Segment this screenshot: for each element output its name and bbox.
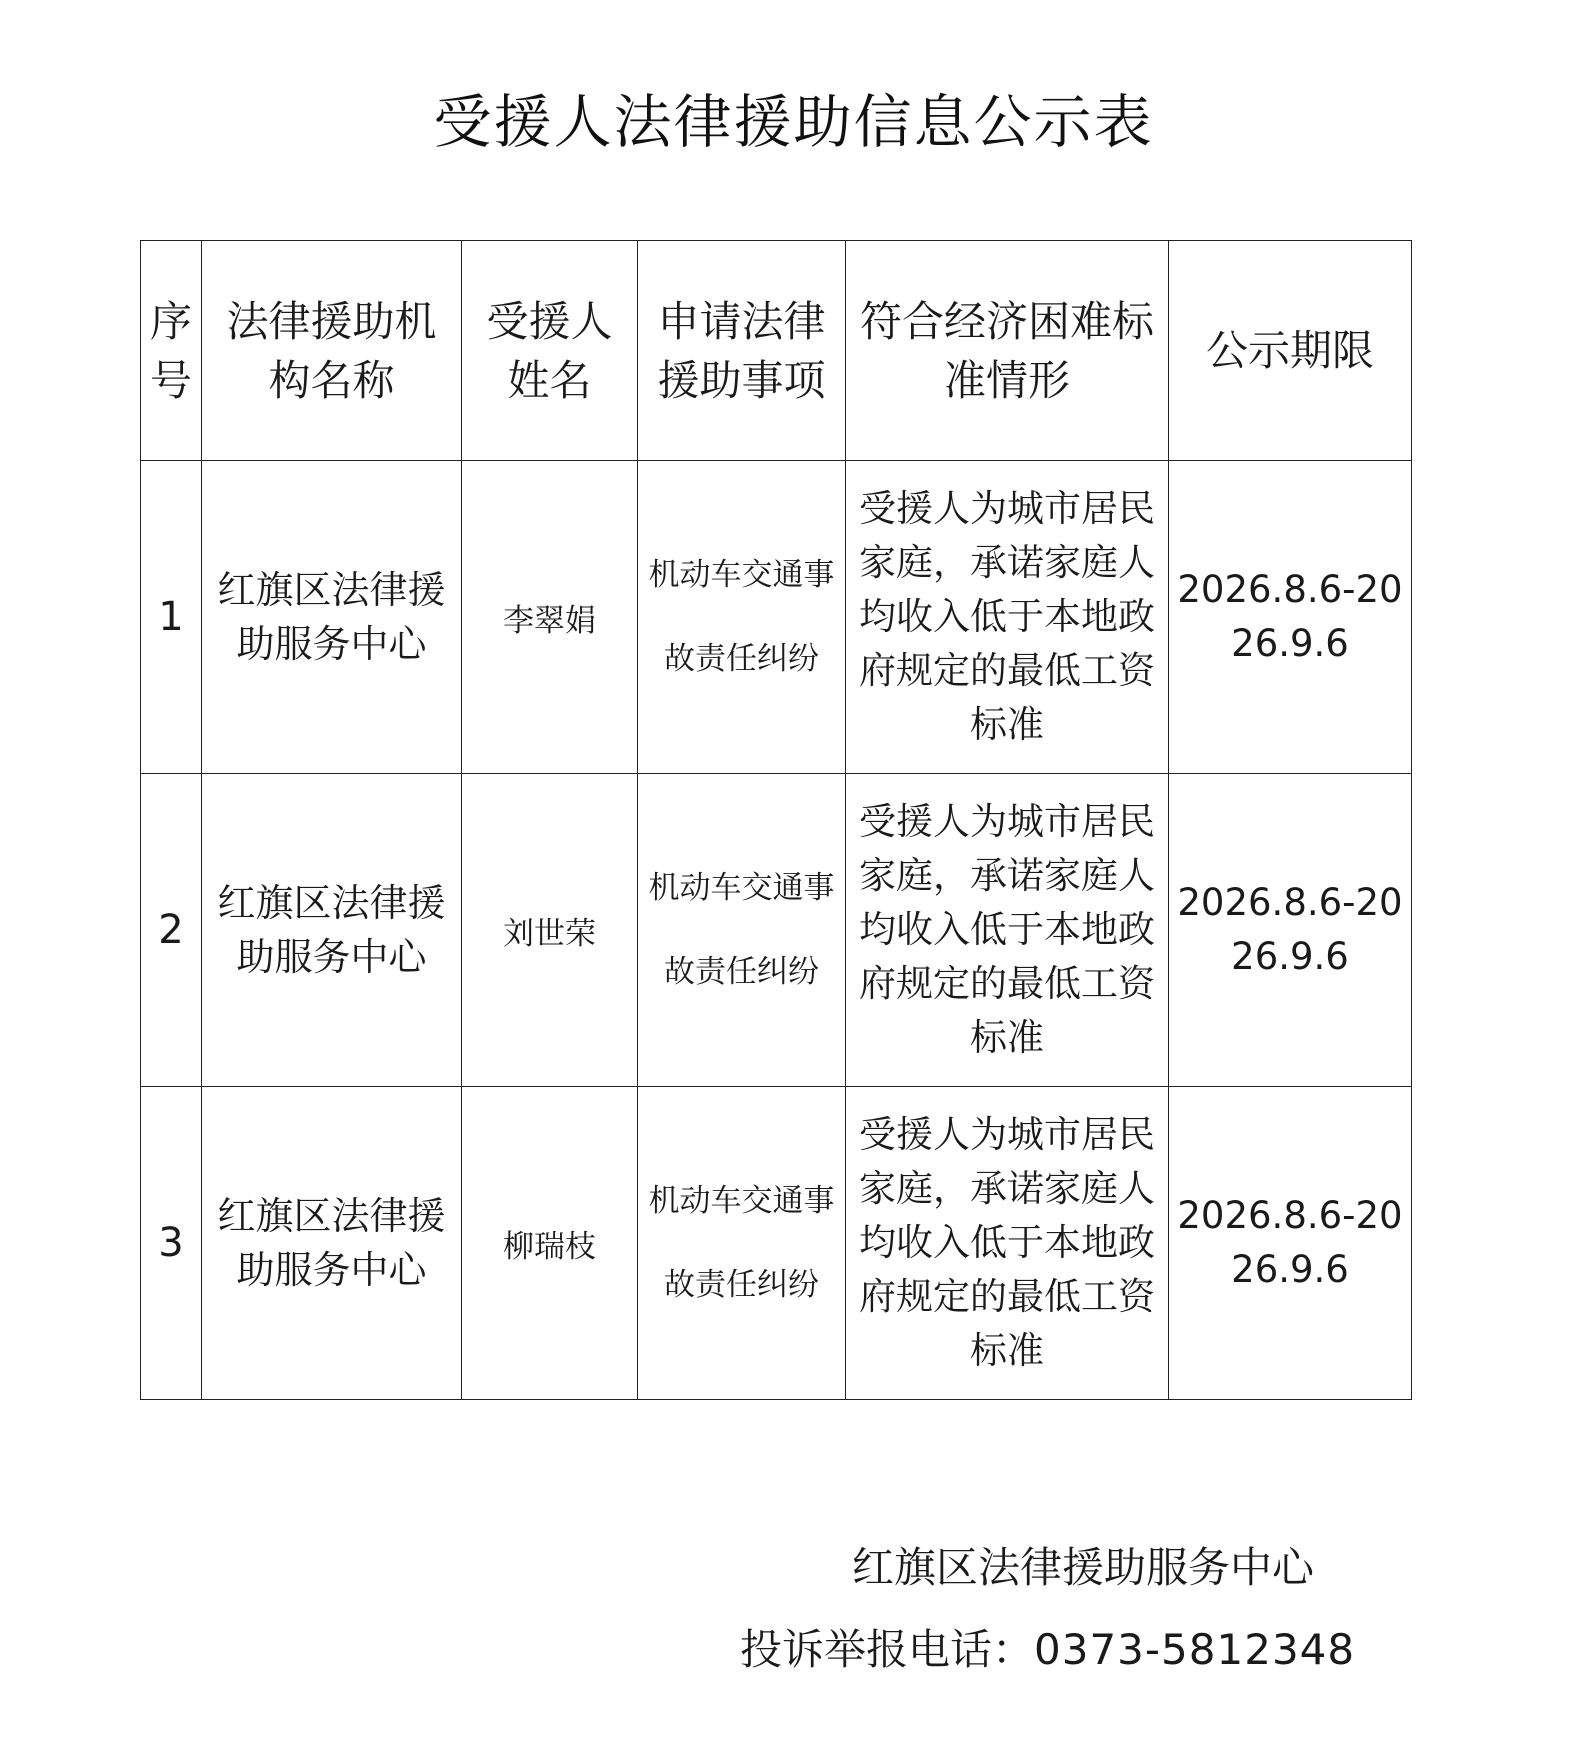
phone-number: 0373-5812348	[1034, 1625, 1356, 1674]
phone-label: 投诉举报电话：	[740, 1625, 1035, 1674]
header-condition: 符合经济困难标准情形	[846, 241, 1169, 461]
header-matter: 申请法律援助事项	[638, 241, 846, 461]
cell-period: 2026.8.6-2026.9.6	[1169, 1087, 1412, 1400]
cell-condition: 受援人为城市居民家庭，承诺家庭人均收入低于本地政府规定的最低工资标准	[846, 1087, 1169, 1400]
cell-matter: 机动车交通事故责任纠纷	[638, 461, 846, 774]
cell-index: 1	[141, 461, 202, 774]
table-row	[141, 461, 1412, 774]
cell-recipient: 柳瑞枝	[462, 1087, 638, 1400]
cell-recipient: 刘世荣	[462, 774, 638, 1087]
cell-index: 2	[141, 774, 202, 1087]
cell-matter: 机动车交通事故责任纠纷	[638, 774, 846, 1087]
table-row	[141, 1087, 1412, 1400]
cell-org: 红旗区法律援助服务中心	[202, 461, 462, 774]
cell-org: 红旗区法律援助服务中心	[202, 774, 462, 1087]
header-org: 法律援助机构名称	[202, 241, 462, 461]
cell-matter: 机动车交通事故责任纠纷	[638, 1087, 846, 1400]
header-period: 公示期限	[1169, 241, 1412, 461]
footer-complaint-phone	[740, 1620, 1355, 1680]
page-title: 受援人法律援助信息公示表	[433, 88, 1154, 156]
cell-condition: 受援人为城市居民家庭，承诺家庭人均收入低于本地政府规定的最低工资标准	[846, 774, 1169, 1087]
notice-table	[140, 240, 1412, 1400]
cell-condition: 受援人为城市居民家庭，承诺家庭人均收入低于本地政府规定的最低工资标准	[846, 461, 1169, 774]
header-index: 序号	[141, 241, 202, 461]
cell-recipient: 李翠娟	[462, 461, 638, 774]
cell-index: 3	[141, 1087, 202, 1400]
table-row	[141, 774, 1412, 1087]
table-header-row	[141, 241, 1412, 461]
cell-org: 红旗区法律援助服务中心	[202, 1087, 462, 1400]
cell-period: 2026.8.6-2026.9.6	[1169, 774, 1412, 1087]
footer-organization: 红旗区法律援助服务中心	[852, 1543, 1315, 1592]
cell-period: 2026.8.6-2026.9.6	[1169, 461, 1412, 774]
header-recipient: 受援人姓名	[462, 241, 638, 461]
